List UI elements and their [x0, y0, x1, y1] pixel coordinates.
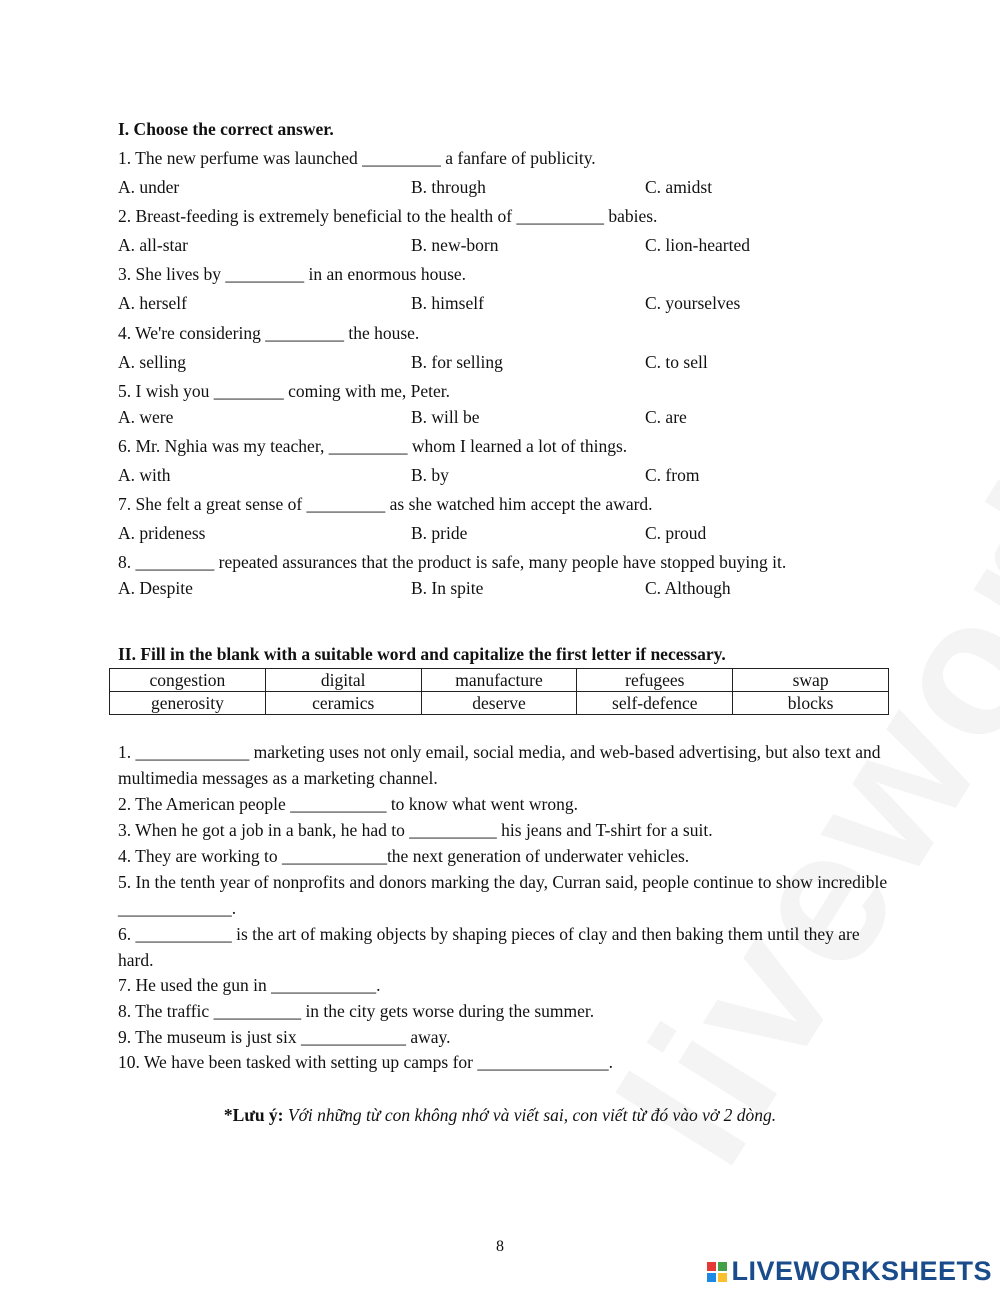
word-box-cell: swap: [733, 669, 889, 692]
note-text: Với những từ con không nhớ và viết sai, con viết từ đó vào vở 2 dòng.: [283, 1105, 777, 1125]
fill-sentence-5: 5. In the tenth year of nonprofits and donors marking the day, Curran said, people continue to show incredible _____________.: [118, 872, 888, 918]
section2-title: II. Fill in the blank with a suitable word and capitalize the first letter if necessary.: [118, 644, 726, 664]
watermark: [578, 0, 1000, 1200]
option-b[interactable]: B. new-born: [411, 235, 499, 255]
word-box-cell: congestion: [110, 669, 266, 692]
liveworksheets-logo[interactable]: [707, 1256, 992, 1287]
option-c[interactable]: C. Although: [645, 578, 731, 598]
page-number: 8: [496, 1238, 504, 1255]
logo-block: [707, 1273, 716, 1282]
word-box-cell: deserve: [421, 692, 577, 715]
option-a[interactable]: A. selling: [118, 352, 187, 372]
fill-sentence-7: 7. He used the gun in ____________.: [118, 975, 381, 995]
word-box-cell: self-defence: [577, 692, 733, 715]
option-a[interactable]: A. under: [118, 177, 180, 197]
question-text: 4. We're considering _________ the house.: [118, 323, 420, 343]
logo-blocks-icon: [707, 1262, 727, 1282]
word-box-cell: ceramics: [265, 692, 421, 715]
option-c[interactable]: C. proud: [645, 523, 707, 543]
fill-sentence-10: 10. We have been tasked with setting up camps for _______________.: [118, 1052, 613, 1072]
question-text: 8. _________ repeated assurances that the product is safe, many people have stopped buying it.: [118, 552, 787, 572]
word-box-row: [110, 669, 889, 692]
option-c[interactable]: C. yourselves: [645, 293, 741, 313]
word-box-cell: generosity: [110, 692, 266, 715]
question-text: 6. Mr. Nghia was my teacher, _________ whom I learned a lot of things.: [118, 436, 628, 456]
option-c[interactable]: C. lion-hearted: [645, 235, 750, 255]
option-b[interactable]: B. for selling: [411, 352, 503, 372]
option-b[interactable]: B. by: [411, 465, 449, 485]
fill-sentence-1: 1. _____________ marketing uses not only email, social media, and web-based advertising, but also text and multimedia messages as a marketing channel.: [118, 742, 881, 788]
fill-sentence-2: 2. The American people ___________ to know what went wrong.: [118, 794, 578, 814]
fill-sentence-6: 6. ___________ is the art of making objects by shaping pieces of clay and then baking them until they are hard.: [118, 924, 860, 970]
option-a[interactable]: A. herself: [118, 293, 188, 313]
option-c[interactable]: C. from: [645, 465, 700, 485]
option-a[interactable]: A. prideness: [118, 523, 206, 543]
option-b[interactable]: B. pride: [411, 523, 468, 543]
option-a[interactable]: A. all-star: [118, 235, 188, 255]
fill-sentence-3: 3. When he got a job in a bank, he had to __________ his jeans and T-shirt for a suit.: [118, 820, 713, 840]
question-text: 7. She felt a great sense of _________ as she watched him accept the award.: [118, 494, 653, 514]
option-a[interactable]: A. with: [118, 465, 171, 485]
option-a[interactable]: A. were: [118, 407, 174, 427]
note: [0, 1104, 1000, 1126]
question-text: 3. She lives by _________ in an enormous house.: [118, 264, 467, 284]
word-box-cell: blocks: [733, 692, 889, 715]
logo-block: [718, 1273, 727, 1282]
option-b[interactable]: B. will be: [411, 407, 480, 427]
logo-block: [718, 1262, 727, 1271]
fill-sentence-9: 9. The museum is just six ____________ away.: [118, 1027, 451, 1047]
option-c[interactable]: C. to sell: [645, 352, 708, 372]
option-c[interactable]: C. amidst: [645, 177, 713, 197]
option-b[interactable]: B. himself: [411, 293, 484, 313]
option-b[interactable]: B. through: [411, 177, 486, 197]
word-box-row: [110, 692, 889, 715]
question-text: 5. I wish you ________ coming with me, Peter.: [118, 381, 450, 401]
option-c[interactable]: C. are: [645, 407, 687, 427]
logo-block: [707, 1262, 716, 1271]
word-box-cell: manufacture: [421, 669, 577, 692]
question-text: 2. Breast-feeding is extremely beneficial to the health of __________ babies.: [118, 206, 658, 226]
fill-sentence-4: 4. They are working to ____________the next generation of underwater vehicles.: [118, 846, 690, 866]
option-b[interactable]: B. In spite: [411, 578, 484, 598]
logo-text: LIVEWORKSHEETS: [731, 1256, 992, 1286]
note-label: *Lưu ý:: [223, 1105, 284, 1125]
section1-title: I. Choose the correct answer.: [118, 119, 334, 139]
word-box-cell: digital: [265, 669, 421, 692]
question-text: 1. The new perfume was launched _________ a fanfare of publicity.: [118, 148, 596, 168]
word-box-cell: refugees: [577, 669, 733, 692]
word-box: [109, 668, 889, 715]
fill-sentence-8: 8. The traffic __________ in the city gets worse during the summer.: [118, 1001, 595, 1021]
option-a[interactable]: A. Despite: [118, 578, 193, 598]
